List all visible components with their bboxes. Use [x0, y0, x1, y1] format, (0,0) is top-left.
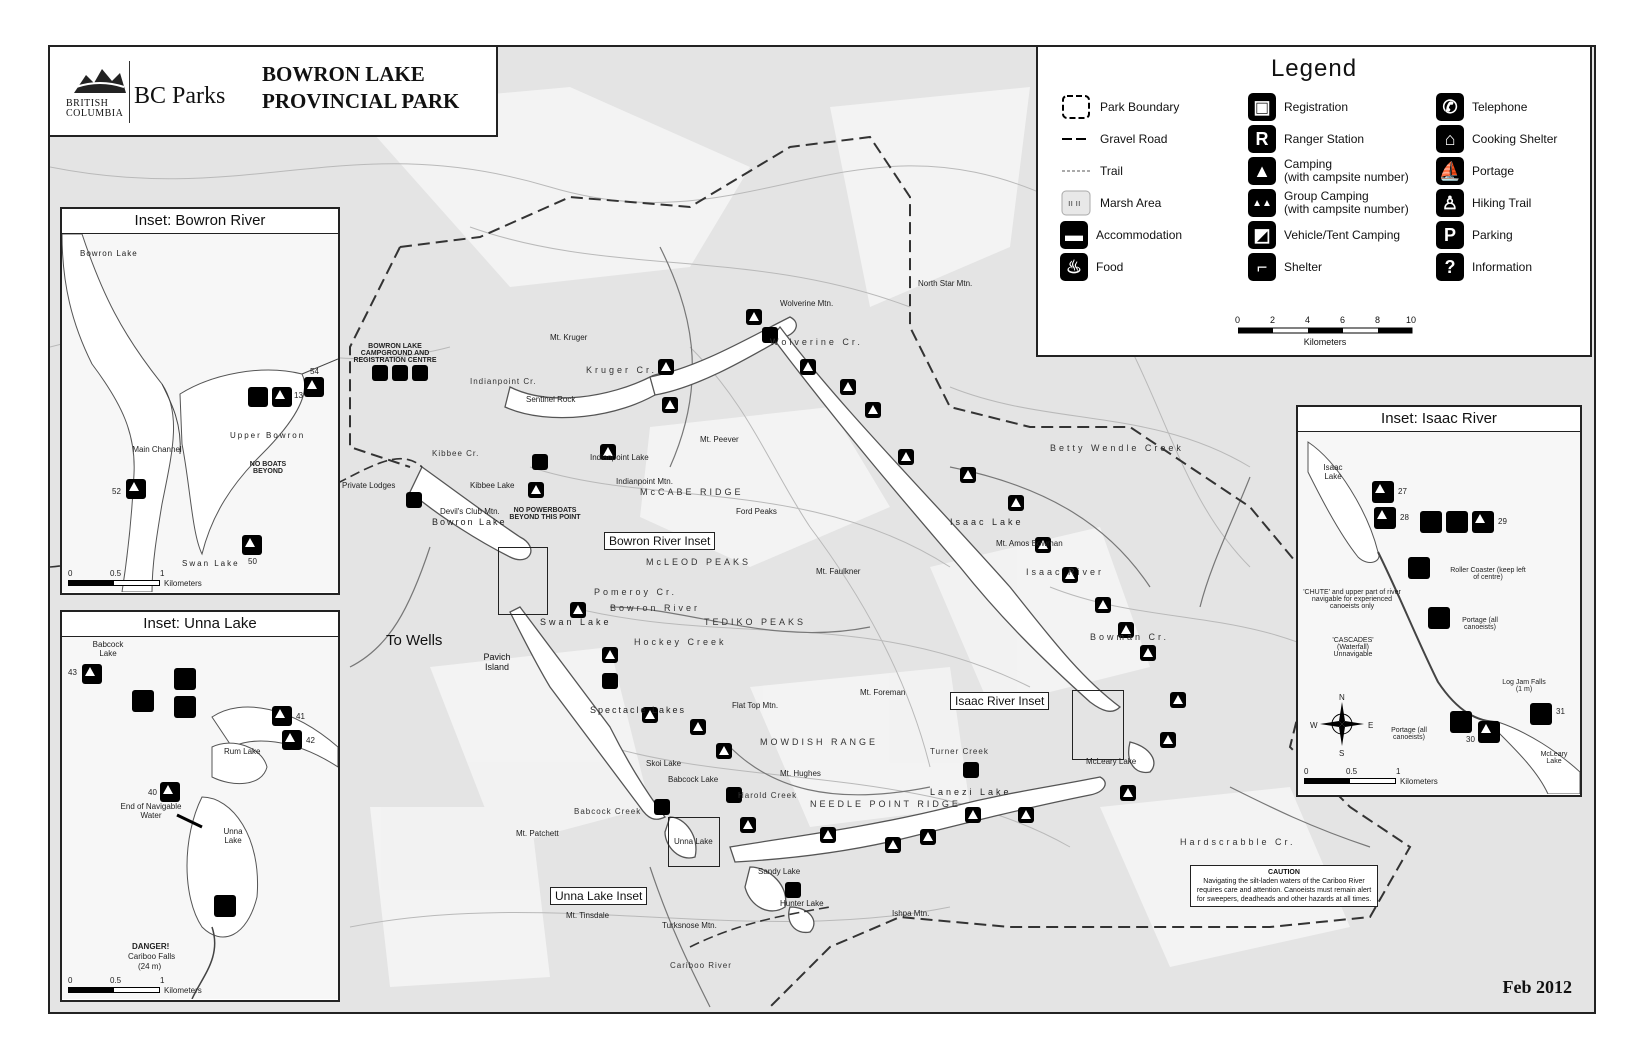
- campsite-icon[interactable]: [160, 782, 180, 802]
- mountain-label: Sentinel Rock: [526, 395, 576, 404]
- park-title-line-2: PROVINCIAL PARK: [262, 89, 460, 113]
- pavich-island-label: Pavich Island: [483, 652, 511, 672]
- legend-item-marsh: [1060, 189, 1161, 217]
- lake-label: Babcock Lake: [668, 775, 719, 784]
- ranger-station-icon[interactable]: [602, 673, 618, 689]
- site-number: 50: [248, 557, 257, 566]
- portage-icon[interactable]: [1450, 711, 1472, 733]
- site-number: 27: [1398, 487, 1407, 496]
- unna-lake-inset-callout[interactable]: Unna Lake Inset: [550, 887, 647, 905]
- hiker-icon[interactable]: [214, 895, 236, 917]
- scale-tick: 1: [160, 976, 165, 985]
- site-number: 30: [1466, 735, 1475, 744]
- legend-item-ranger: [1248, 125, 1364, 153]
- title-box: [48, 45, 498, 137]
- caution-box: [1190, 865, 1378, 907]
- feature-label: MOWDISH RANGE: [760, 737, 879, 747]
- bc-parks-logo: [72, 61, 128, 97]
- scale-tick: 8: [1375, 315, 1381, 325]
- inset-label: Main Channel: [132, 445, 182, 454]
- feature-label: Babcock Creek: [574, 807, 642, 816]
- inset-bowron-river: [60, 207, 340, 595]
- telephone-icon[interactable]: [1446, 511, 1468, 533]
- legend-label: Marsh Area: [1100, 195, 1162, 210]
- campsite-icon[interactable]: [242, 535, 262, 555]
- inset-title: Inset: Isaac River: [1298, 407, 1580, 432]
- site-number: 54: [310, 367, 319, 376]
- no-powerboats-label: NO POWERBOATS BEYOND THIS POINT: [509, 507, 581, 521]
- campsite-icon[interactable]: [1372, 481, 1394, 503]
- campsite-icon[interactable]: [740, 817, 756, 833]
- legend-item-gravel-road: [1060, 125, 1167, 153]
- feature-label: Isaac River: [1026, 567, 1105, 577]
- feature-label: TEDIKO PEAKS: [704, 617, 807, 627]
- scale-bar: [68, 580, 160, 586]
- lake-label: Spectacle Lakes: [590, 705, 687, 715]
- inset-label: Babcock Lake: [92, 640, 124, 658]
- legend-label: Park Boundary: [1100, 99, 1180, 114]
- dash-line-icon: [1060, 125, 1092, 153]
- logo-brand: BC Parks: [134, 83, 226, 109]
- inset-title: Inset: Unna Lake: [62, 612, 338, 637]
- site-number: 43: [68, 668, 77, 677]
- mountain-label: Mt. Faulkner: [816, 567, 861, 576]
- legend-item-parking: [1436, 221, 1513, 249]
- mountain-label: Devil's Club Mtn.: [440, 507, 500, 516]
- question-icon: ?: [1436, 253, 1464, 281]
- inset-label: End of Navigable Water: [120, 802, 182, 820]
- compass-label: W: [1310, 721, 1318, 730]
- campsite-icon[interactable]: [570, 602, 586, 618]
- scale-tick: 1: [160, 569, 165, 578]
- lake-label: Sandy Lake: [758, 867, 801, 876]
- legend-item-camping: [1248, 157, 1409, 185]
- mountain-label: Mt. Hughes: [780, 769, 821, 778]
- campsite-icon[interactable]: [1140, 645, 1156, 661]
- portage-icon[interactable]: [132, 690, 154, 712]
- mountain-label: Mt. Kruger: [550, 333, 588, 342]
- legend-item-vehicle-tent: [1248, 221, 1400, 249]
- bowron-river-inset-callout[interactable]: Bowron River Inset: [604, 532, 715, 550]
- feature-label: Cariboo River: [670, 961, 732, 970]
- mountain-label: Mt. Foreman: [860, 688, 906, 697]
- logo-line-1: BRITISH: [66, 98, 109, 109]
- food-icon: ♨: [1060, 253, 1088, 281]
- isaac-river-inset-callout[interactable]: Isaac River Inset: [950, 692, 1049, 710]
- campsite-icon[interactable]: [1008, 495, 1024, 511]
- logo-line-2: COLUMBIA: [66, 108, 124, 119]
- scale-bar: [1238, 327, 1414, 335]
- tent-icon: ▲: [1248, 157, 1276, 185]
- campsite-icon[interactable]: [885, 837, 901, 853]
- inset-label: Roller Coaster (keep left of centre): [1450, 567, 1526, 581]
- campsite-icon[interactable]: [272, 706, 292, 726]
- campsite-icon[interactable]: [960, 467, 976, 483]
- campsite-icon[interactable]: [304, 377, 324, 397]
- shelter-icon: ⌐: [1248, 253, 1276, 281]
- scale-tick: 1: [1396, 767, 1401, 776]
- cooking-shelter-icon[interactable]: [1420, 511, 1442, 533]
- campsite-icon[interactable]: [840, 379, 856, 395]
- mountain-label: Mt. Peever: [700, 435, 739, 444]
- feature-label: Bowron River: [610, 603, 701, 613]
- inset-label: Log Jam Falls (1 m): [1502, 679, 1546, 693]
- lake-label: Skoi Lake: [646, 759, 682, 768]
- lake-label: Hunter Lake: [780, 899, 824, 908]
- inset-scale: [1304, 767, 1438, 786]
- compass-label: S: [1339, 749, 1345, 758]
- legend-label: Information: [1472, 259, 1533, 274]
- legend-item-group-camping: [1248, 189, 1409, 217]
- legend-item-telephone: [1436, 93, 1527, 121]
- ranger-station-icon[interactable]: [174, 696, 196, 718]
- legend-item-portage: [1436, 157, 1514, 185]
- site-number: 40: [148, 788, 157, 797]
- mountain-label: Indianpoint Mtn.: [616, 477, 673, 486]
- mountain-label: North Star Mtn.: [918, 279, 973, 288]
- shelter-icon[interactable]: [248, 387, 268, 407]
- lake-label: McLeary Lake: [1086, 757, 1137, 766]
- legend-label: Group Camping: [1284, 189, 1369, 203]
- site-number: 31: [1556, 707, 1565, 716]
- mountain-label: Mt. Tinsdale: [566, 911, 610, 920]
- isaac-inset-outline: [1072, 690, 1124, 760]
- marsh-icon: [1060, 189, 1092, 217]
- mountain-label: Flat Top Mtn.: [732, 701, 779, 710]
- campsite-icon[interactable]: [800, 359, 816, 375]
- lake-label: Lanezi Lake: [930, 787, 1012, 797]
- campsite-icon[interactable]: [1478, 721, 1500, 743]
- private-lodges-label: Private Lodges: [342, 481, 396, 490]
- feature-label: Pomeroy Cr.: [594, 587, 678, 597]
- legend-item-cooking-shelter: [1436, 125, 1557, 153]
- portage-icon: ⛵: [1436, 157, 1464, 185]
- lake-label: Bowron Lake: [432, 517, 507, 527]
- food-icon[interactable]: [412, 365, 428, 381]
- legend-label: Accommodation: [1096, 227, 1183, 242]
- legend-label: Hiking Trail: [1472, 195, 1532, 210]
- cooking-shelter-icon: ⌂: [1436, 125, 1464, 153]
- inset-label: DANGER!: [132, 942, 170, 951]
- lake-label: Kibbee Lake: [470, 481, 515, 490]
- legend-item-trail: [1060, 157, 1123, 185]
- campsite-icon[interactable]: [746, 309, 762, 325]
- campsite-icon[interactable]: [920, 829, 936, 845]
- r-icon: R: [1248, 125, 1276, 153]
- legend-title: Legend: [1270, 55, 1358, 82]
- hiker-icon: ♙: [1436, 189, 1464, 217]
- inset-label: Unna Lake: [223, 827, 243, 845]
- park-title-line-1: BOWRON LAKE: [262, 62, 425, 86]
- compass-label: E: [1368, 721, 1374, 730]
- legend-item-park-boundary: [1060, 93, 1179, 121]
- bowron-inset-outline: [498, 547, 548, 615]
- inset-title: Inset: Bowron River: [62, 209, 338, 234]
- legend-label: Registration: [1284, 99, 1349, 114]
- scale-tick: 0.5: [110, 976, 122, 985]
- inset-label: Portage (all canoeists): [1391, 727, 1427, 741]
- legend-label: Shelter: [1284, 259, 1323, 274]
- telephone-icon: ✆: [1436, 93, 1464, 121]
- campsite-icon[interactable]: [865, 402, 881, 418]
- scale-tick: 0.5: [1346, 767, 1358, 776]
- feature-label: Bowman Cr.: [1090, 632, 1170, 642]
- legend-label: Food: [1096, 259, 1124, 274]
- inset-label: Isaac Lake: [1323, 463, 1343, 481]
- legend-item-registration: [1248, 93, 1348, 121]
- feature-label: Wolverine Cr.: [770, 337, 863, 347]
- inset-label: Swan Lake: [182, 559, 240, 568]
- unna-lake-inset-map: [62, 637, 338, 999]
- inset-label: Cariboo Falls: [128, 952, 176, 961]
- mountain-label: Ford Peaks: [736, 507, 777, 516]
- inset-label: Rum Lake: [224, 747, 261, 756]
- legend-scale-bar: [1235, 315, 1417, 347]
- legend-item-food: [1060, 253, 1123, 281]
- group-tent-icon: ▲▲: [1248, 189, 1276, 217]
- hiker-icon[interactable]: [785, 882, 801, 898]
- telephone-icon[interactable]: [174, 668, 196, 690]
- dot-line-icon: [1060, 157, 1092, 185]
- campsite-icon[interactable]: [1374, 507, 1396, 529]
- ranger-station-icon[interactable]: [532, 454, 548, 470]
- scale-tick: 6: [1340, 315, 1346, 325]
- site-number: 52: [112, 487, 121, 496]
- feature-label: Hockey Creek: [634, 637, 727, 647]
- scale-tick: 0: [68, 569, 73, 578]
- logo-text: [66, 99, 123, 119]
- portage-icon[interactable]: [1408, 557, 1430, 579]
- lake-label: Isaac Lake: [950, 517, 1024, 527]
- feature-label: Harold Creek: [738, 791, 798, 800]
- campsite-icon[interactable]: [820, 827, 836, 843]
- scale-tick: 2: [1270, 315, 1276, 325]
- dashed-square-icon: [1060, 93, 1092, 121]
- scale-tick: 10: [1406, 315, 1417, 325]
- inset-label: Portage (all canoeists): [1462, 617, 1498, 631]
- logo-divider: [129, 61, 130, 123]
- inset-label: NO BOATS BEYOND: [249, 461, 287, 475]
- campsite-icon[interactable]: [82, 664, 102, 684]
- registration-icon[interactable]: [372, 365, 388, 381]
- inset-scale: [68, 569, 202, 588]
- legend-item-information: [1436, 253, 1532, 281]
- campsite-icon[interactable]: [1095, 597, 1111, 613]
- scale-tick: 0.5: [110, 569, 122, 578]
- site-number: 13: [294, 391, 303, 400]
- lake-label: Swan Lake: [540, 617, 612, 627]
- mountain-label: Ishpa Mtn.: [892, 909, 930, 918]
- feature-label: Kibbee Cr.: [432, 449, 480, 458]
- inset-unna-lake: [60, 610, 340, 1002]
- scale-bar: [1304, 778, 1396, 784]
- legend-label: Ranger Station: [1284, 131, 1365, 146]
- legend-sublabel: (with campsite number): [1284, 202, 1409, 216]
- site-number: 28: [1400, 513, 1409, 522]
- campsite-icon[interactable]: [602, 647, 618, 663]
- campsite-icon[interactable]: [662, 397, 678, 413]
- mountain-label: Mt. Patchett: [516, 829, 559, 838]
- campsite-icon[interactable]: [1018, 807, 1034, 823]
- feature-label: Hardscrabble Cr.: [1180, 837, 1296, 847]
- scale-tick: 0: [68, 976, 73, 985]
- information-icon[interactable]: [392, 365, 408, 381]
- scale-bar: [68, 987, 160, 993]
- bed-icon: ▬: [1060, 221, 1088, 249]
- legend-label: Vehicle/Tent Camping: [1284, 227, 1401, 242]
- mountain-label: Turksnose Mtn.: [662, 921, 717, 930]
- campsite-icon[interactable]: [898, 449, 914, 465]
- bowron-river-inset-map: [62, 234, 338, 592]
- scale-unit: Kilometers: [164, 579, 202, 588]
- campsite-icon[interactable]: [716, 743, 732, 759]
- feature-label: NEEDLE POINT RIDGE: [810, 799, 961, 809]
- inset-label: Bowron Lake: [80, 249, 138, 258]
- campsite-icon[interactable]: [1472, 511, 1494, 533]
- scale-tick: 0: [1235, 315, 1241, 325]
- inset-label: Upper Bowron: [230, 431, 306, 440]
- feature-label: Turner Creek: [930, 747, 989, 756]
- portage-icon[interactable]: [1428, 607, 1450, 629]
- legend-label: Parking: [1472, 227, 1513, 242]
- legend-item-accommodation: [1060, 221, 1182, 249]
- campsite-icon[interactable]: [528, 482, 544, 498]
- site-number: 41: [296, 712, 305, 721]
- campsite-icon[interactable]: [690, 719, 706, 735]
- hiker-icon[interactable]: [654, 799, 670, 815]
- feature-label: Kruger Cr.: [586, 365, 658, 375]
- scale-tick: 4: [1305, 315, 1311, 325]
- feature-label: McLEOD PEAKS: [646, 557, 752, 567]
- campsite-icon[interactable]: [126, 479, 146, 499]
- unna-inset-outline: [668, 817, 720, 867]
- mountain-label: Mt. Amos Bowman: [996, 539, 1063, 548]
- legend-item-shelter: [1248, 253, 1322, 281]
- campsite-icon[interactable]: [658, 359, 674, 375]
- campsite-icon[interactable]: [1120, 785, 1136, 801]
- legend-item-hiking: [1436, 189, 1531, 217]
- mountain-label: Wolverine Mtn.: [780, 299, 834, 308]
- site-number: 29: [1498, 517, 1507, 526]
- caution-text: Navigating the silt-laden waters of the Cariboo River requires care and attention. Canoeists must remain alert for sweepers, deadheads and other hazards at all times.: [1196, 878, 1372, 903]
- registration-icon: ▣: [1248, 93, 1276, 121]
- campsite-icon[interactable]: [282, 730, 302, 750]
- inset-label: 'CASCADES' (Waterfall) Unnavigable: [1332, 637, 1374, 658]
- site-number: 42: [306, 736, 315, 745]
- legend-label: Telephone: [1472, 99, 1528, 114]
- scale-unit: Kilometers: [1303, 337, 1347, 347]
- legend-label: Trail: [1100, 163, 1123, 178]
- inset-label: McLeary Lake: [1540, 751, 1568, 765]
- telephone-icon[interactable]: [963, 762, 979, 778]
- campsite-icon[interactable]: [1160, 732, 1176, 748]
- caution-heading: CAUTION: [1268, 869, 1300, 876]
- campsite-icon[interactable]: [272, 387, 292, 407]
- to-wells-label: To Wells: [386, 632, 443, 649]
- parking-icon[interactable]: [406, 492, 422, 508]
- shelter-icon[interactable]: [1530, 703, 1552, 725]
- legend-label: Camping: [1284, 157, 1333, 171]
- legend-label: Portage: [1472, 163, 1515, 178]
- legend: [1036, 45, 1592, 357]
- legend-label: Cooking Shelter: [1472, 131, 1558, 146]
- compass-label: N: [1339, 693, 1345, 702]
- feature-label: McCABE RIDGE: [640, 487, 744, 497]
- scale-unit: Kilometers: [164, 986, 202, 995]
- legend-label: Gravel Road: [1100, 131, 1168, 146]
- feature-label: Betty Wendle Creek: [1050, 443, 1184, 453]
- scale-tick: 0: [1304, 767, 1309, 776]
- inset-isaac-river: [1296, 405, 1582, 797]
- campsite-icon[interactable]: [965, 807, 981, 823]
- campsite-icon[interactable]: [1170, 692, 1186, 708]
- lake-label: Unna Lake: [674, 837, 713, 846]
- campground-label: BOWRON LAKE CAMPGROUND AND REGISTRATION CENTRE: [353, 343, 437, 364]
- vehicle-tent-icon: ◩: [1248, 221, 1276, 249]
- p-icon: P: [1436, 221, 1464, 249]
- svg-text:ıı ıı: ıı ıı: [1068, 198, 1081, 208]
- lake-label: Indianpoint Lake: [590, 453, 649, 462]
- feature-label: Indianpoint Cr.: [470, 377, 537, 386]
- legend-sublabel: (with campsite number): [1284, 170, 1409, 184]
- map-date: Feb 2012: [1502, 977, 1572, 997]
- park-title: [262, 61, 492, 115]
- scale-unit: Kilometers: [1400, 777, 1438, 786]
- inset-scale: [68, 976, 202, 995]
- inset-label: 'CHUTE' and upper part of river navigable for experienced canoeists only: [1303, 589, 1401, 610]
- inset-label: (24 m): [138, 962, 162, 971]
